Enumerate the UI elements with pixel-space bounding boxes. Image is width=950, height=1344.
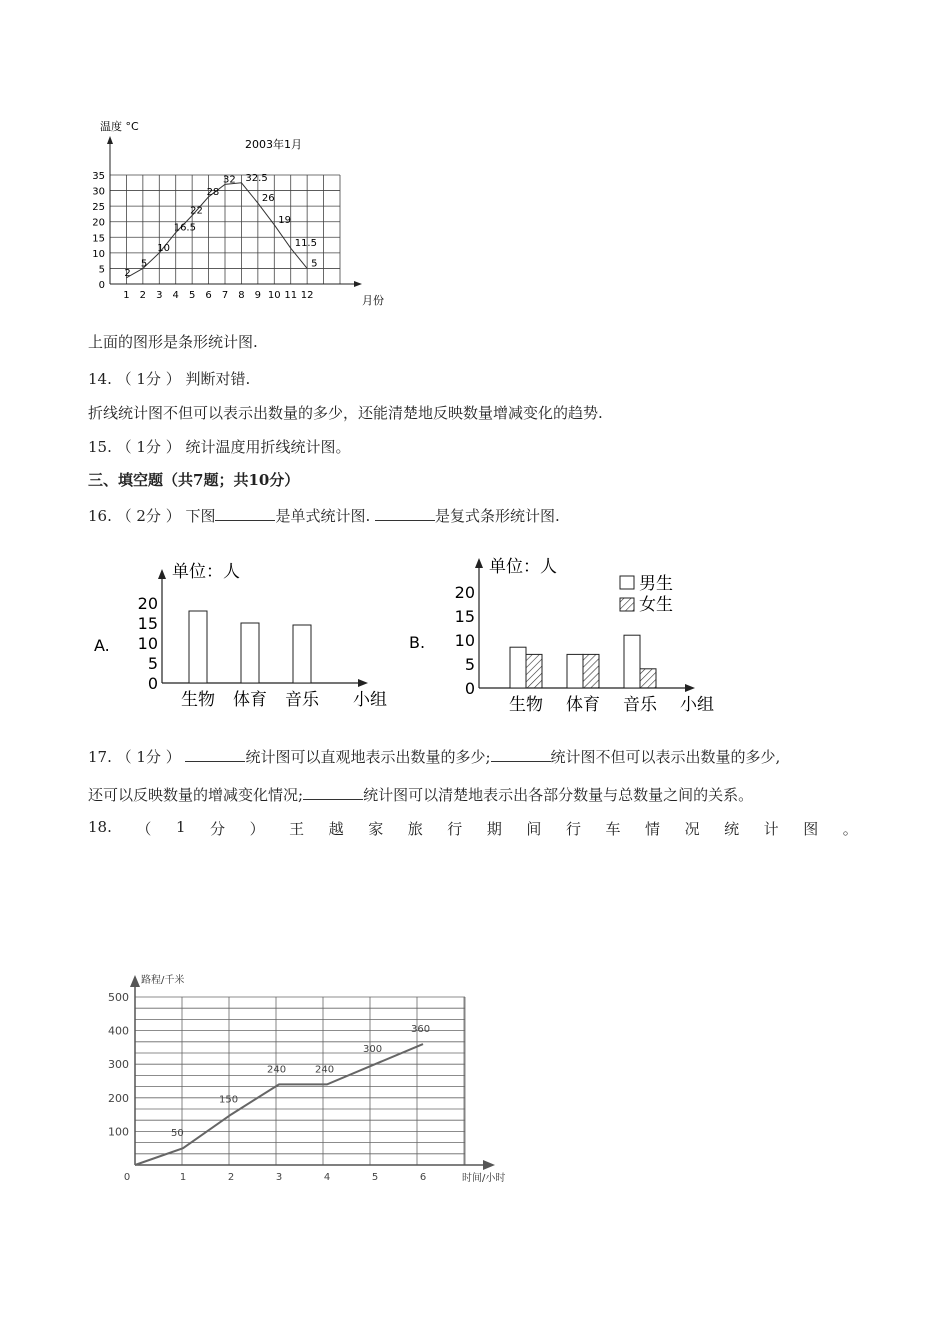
q17-line-2 xyxy=(88,784,753,805)
data-label: 360 xyxy=(411,1024,431,1036)
x-tick-label: 1 xyxy=(123,290,130,301)
q15-heading: 15. （ 1分 ） 统计温度用折线统计图。 xyxy=(88,438,351,456)
y-tick-label: 400 xyxy=(108,1024,129,1038)
q13-statement: 上面的图形是条形统计图. xyxy=(88,333,258,351)
x-tick-label: 1 xyxy=(179,1172,187,1183)
x-tick-label: 11 xyxy=(284,290,298,301)
data-label: 28 xyxy=(206,186,220,198)
x-tick-label: 音乐 xyxy=(285,690,319,710)
x-axis-label: 时间/小时 xyxy=(462,1173,506,1184)
q18-char: 行 xyxy=(447,820,463,838)
y-tick-label: 15 xyxy=(137,614,158,633)
data-label: 50 xyxy=(171,1128,184,1140)
q18-char: 。 xyxy=(842,820,858,838)
data-label: 5 xyxy=(311,258,318,270)
x-axis-label: 小组 xyxy=(353,690,387,710)
x-tick-label: 生物 xyxy=(509,695,543,715)
y-tick-label: 0 xyxy=(98,280,105,291)
data-label: 22 xyxy=(190,205,203,217)
q16-blank-2[interactable] xyxy=(375,506,435,521)
q16-blank-1[interactable] xyxy=(215,506,275,521)
unit-label: 单位：人 xyxy=(172,562,240,582)
q18-char: 计 xyxy=(763,820,779,838)
y-axis-arrow xyxy=(130,975,140,987)
data-label: 32.5 xyxy=(245,172,268,184)
legend-swatch-girls xyxy=(620,598,634,611)
x-tick-label: 12 xyxy=(300,290,314,301)
y-tick-label: 5 xyxy=(147,654,158,673)
y-tick-label: 300 xyxy=(108,1058,129,1072)
x-tick-label: 5 xyxy=(188,290,196,301)
q16-heading xyxy=(88,505,560,526)
bar-girls xyxy=(583,654,599,688)
y-axis-arrow xyxy=(107,136,113,144)
x-tick-label: 5 xyxy=(371,1172,379,1183)
y-tick-label: 5 xyxy=(464,655,475,674)
q18-char: 行 xyxy=(565,820,581,838)
q14-heading: 14. （ 1分 ） 判断对错. xyxy=(88,370,251,388)
x-tick-label: 4 xyxy=(172,290,179,301)
y-axis-arrow xyxy=(475,558,483,568)
y-tick-label: 5 xyxy=(98,264,105,276)
y-axis-label: 温度 °C xyxy=(100,120,139,133)
x-tick-label: 3 xyxy=(275,1172,283,1183)
data-label: 10 xyxy=(157,242,171,254)
q18-char: 况 xyxy=(684,820,700,838)
q17-text-a: 17. （ 1分 ） xyxy=(88,748,181,766)
q18-char: 王 xyxy=(289,820,305,838)
y-tick-label: 10 xyxy=(454,631,475,650)
bar-boys xyxy=(624,635,640,688)
x-tick-label: 7 xyxy=(221,290,229,301)
x-tick-label: 体育 xyxy=(233,690,267,710)
q16-text-c: 是复式条形统计图. xyxy=(435,507,560,525)
bar-boys xyxy=(510,647,526,688)
x-axis-label: 月份 xyxy=(362,294,384,307)
bar xyxy=(189,611,207,683)
bar-girls xyxy=(640,669,656,688)
q17-line-1 xyxy=(88,746,780,767)
data-label: 19 xyxy=(278,214,292,226)
x-tick-label: 6 xyxy=(205,290,212,301)
q17-blank-2[interactable] xyxy=(491,747,551,762)
y-tick-label: 500 xyxy=(108,991,129,1004)
q16-text-b: 是单式统计图. xyxy=(275,507,371,525)
y-axis-arrow xyxy=(158,569,166,579)
x-tick-label: 10 xyxy=(267,290,281,301)
panel-label: A. xyxy=(94,636,110,655)
x-axis-arrow xyxy=(358,679,368,687)
bar-girls xyxy=(526,654,542,688)
bar-chart-b xyxy=(405,548,735,728)
data-label: 240 xyxy=(315,1064,335,1076)
bar-boys xyxy=(567,654,583,688)
q17-text-d: 还可以反映数量的增减变化情况; xyxy=(88,786,304,804)
q14-statement: 折线统计图不但可以表示出数量的多少，还能清楚地反映数量增减变化的趋势. xyxy=(88,404,603,422)
q18-char: 家 xyxy=(368,820,384,838)
panel-label: B. xyxy=(409,633,426,652)
q18-char: 期 xyxy=(486,820,502,838)
x-tick-label: 4 xyxy=(323,1172,331,1183)
data-label: 2 xyxy=(124,267,131,279)
q18-char: 旅 xyxy=(407,820,423,838)
y-tick-label: 20 xyxy=(92,217,105,229)
q18-char: 18. xyxy=(88,818,112,836)
bar xyxy=(241,623,259,683)
x-tick-label: 2 xyxy=(139,290,147,301)
y-tick-label: 0 xyxy=(464,679,475,698)
y-tick-label: 20 xyxy=(137,594,158,613)
q18-char: 情 xyxy=(645,820,661,838)
q17-text-e: 统计图可以清楚地表示出各部分数量与总数量之间的关系。 xyxy=(363,786,754,804)
q18-char: 分 xyxy=(210,820,226,838)
series-line xyxy=(135,1044,423,1165)
x-tick-label: 8 xyxy=(238,290,245,301)
x-tick-label: 体育 xyxy=(566,695,600,715)
legend-swatch-boys xyxy=(620,576,634,589)
y-tick-label: 10 xyxy=(137,634,158,653)
q18-char: ） xyxy=(249,820,265,838)
data-label: 32 xyxy=(223,174,236,186)
x-axis-arrow xyxy=(685,684,695,692)
y-tick-label: 200 xyxy=(108,1091,129,1105)
y-tick-label: 10 xyxy=(92,248,105,260)
q18-char: 统 xyxy=(724,820,740,838)
q18-char: 间 xyxy=(526,820,542,838)
unit-label: 单位：人 xyxy=(489,557,557,577)
legend-label: 男生 xyxy=(639,574,673,594)
y-tick-label: 15 xyxy=(454,607,475,626)
section-3-title: 三、填空题（共7题；共10分） xyxy=(88,471,300,489)
distance-line-chart xyxy=(95,965,535,1190)
x-tick-label: 音乐 xyxy=(623,695,657,715)
legend-label: 女生 xyxy=(639,595,673,615)
bar xyxy=(293,625,311,683)
q16-text-a: 16. （ 2分 ） 下图 xyxy=(88,507,216,525)
q18-char: 车 xyxy=(605,820,621,838)
data-label: 5 xyxy=(140,258,148,270)
bar-chart-a xyxy=(90,555,390,725)
x-tick-label: 9 xyxy=(254,290,262,301)
q18-heading xyxy=(88,818,858,839)
x-tick-label: 3 xyxy=(156,290,163,301)
q17-text-b: 统计图可以直观地表示出数量的多少; xyxy=(245,748,491,766)
y-tick-label: 20 xyxy=(454,583,475,602)
data-label: 26 xyxy=(261,193,275,205)
x-axis-label: 小组 xyxy=(680,695,714,715)
y-tick-label: 35 xyxy=(92,171,105,182)
y-axis-label: 路程/千米 xyxy=(141,975,185,986)
data-label: 150 xyxy=(219,1094,239,1106)
chart-title: 2003年1月 xyxy=(245,138,302,151)
y-tick-label: 15 xyxy=(92,233,105,245)
x-axis-arrow xyxy=(354,281,362,287)
q18-char: 1 xyxy=(175,818,186,836)
data-label: 300 xyxy=(363,1044,383,1056)
data-label: 16.5 xyxy=(173,222,196,234)
x-tick-label: 0 xyxy=(123,1172,131,1183)
q18-char: （ xyxy=(136,820,152,838)
y-tick-label: 100 xyxy=(108,1125,129,1139)
x-tick-label: 生物 xyxy=(181,690,215,710)
x-axis-arrow xyxy=(483,1160,495,1170)
data-label: 11.5 xyxy=(294,238,317,250)
q17-text-c: 统计图不但可以表示出数量的多少, xyxy=(550,748,781,766)
q17-blank-1[interactable] xyxy=(185,747,245,762)
x-tick-label: 6 xyxy=(419,1172,427,1183)
y-tick-label: 25 xyxy=(92,202,105,214)
temperature-line-chart xyxy=(90,110,384,310)
y-tick-label: 30 xyxy=(92,186,105,198)
y-tick-label: 0 xyxy=(147,674,158,693)
q18-char: 图 xyxy=(803,820,819,838)
q18-char: 越 xyxy=(328,820,344,838)
q17-blank-3[interactable] xyxy=(303,785,363,800)
data-label: 240 xyxy=(267,1064,287,1076)
x-tick-label: 2 xyxy=(227,1172,235,1183)
